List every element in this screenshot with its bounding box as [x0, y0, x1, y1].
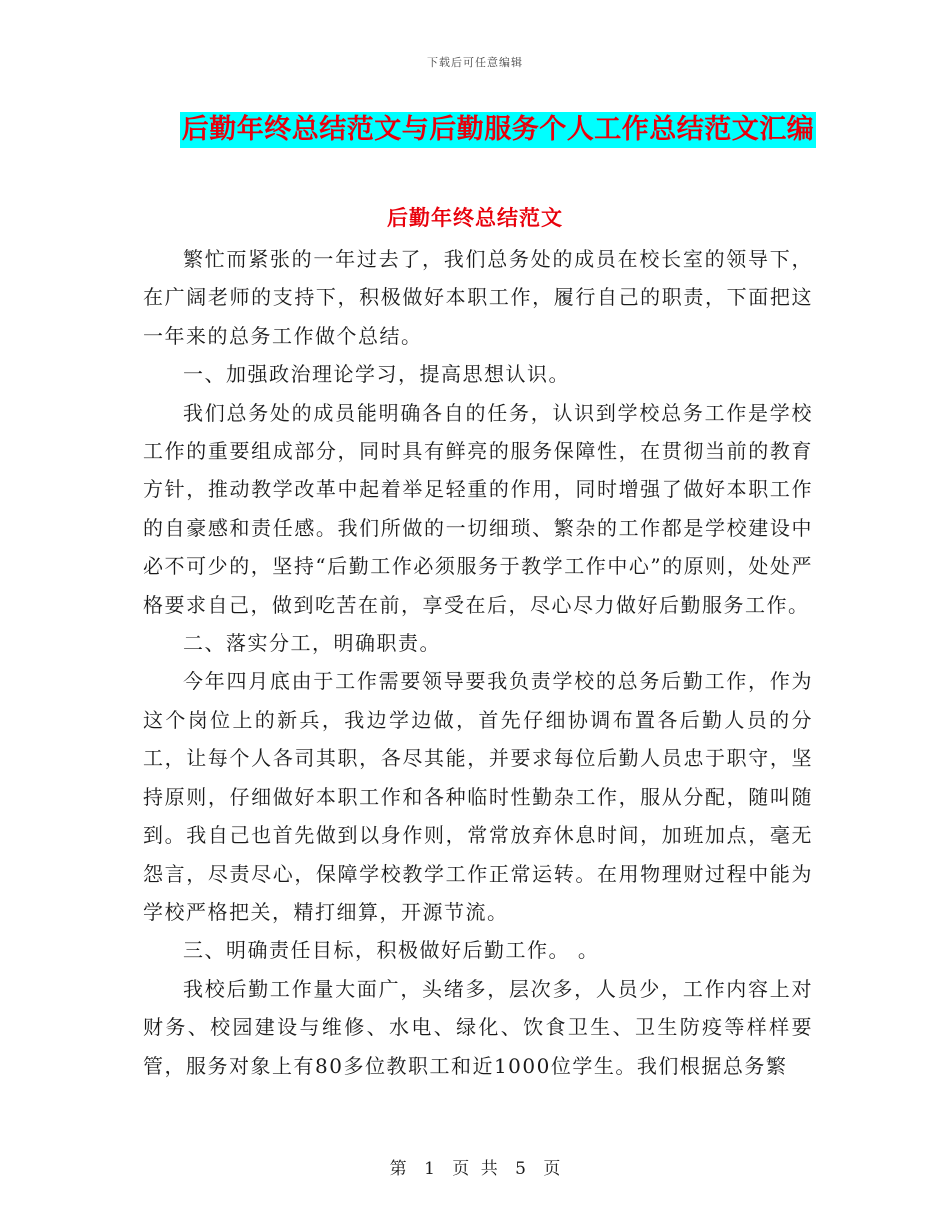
paragraph: 繁忙而紧张的一年过去了，我们总务处的成员在校长室的领导下，在广阔老师的支持下，积极做好本职工作，履行自己的职责，下面把这一年来的总务工作做个总结。	[143, 247, 813, 348]
document-body	[143, 240, 813, 1085]
section-title: 后勤年终总结范文	[387, 205, 563, 230]
paragraph: 我们总务处的成员能明确各自的任务，认识到学校总务工作是学校工作的重要组成部分，同时具有鲜亮的服务保障性，在贯彻当前的教育方针，推动教学改革中起着举足轻重的作用，同时增强了做好本职工作的自豪感和责任感。我们所做的一切细琐、繁杂的工作都是学校建设中必不可少的，坚持“后勤工作必须服务于教学工作中心”的原则，处处严格要求自己，做到吃苦在前，享受在后，尽心尽力做好后勤服务工作。	[143, 400, 813, 617]
footer-middle: 页 共	[452, 1159, 498, 1179]
section-heading: 一、加强政治理论学习，提高思想认识。	[183, 362, 570, 387]
paragraph: 今年四月底由于工作需要领导要我负责学校的总务后勤工作，作为这个岗位上的新兵，我边学边做，首先仔细协调布置各后勤人员的分工，让每个人各司其职，各尽其能，并要求每位后勤人员忠于职守，坚持原则，仔细做好本职工作和各种临时性勤杂工作，服从分配，随叫随到。我自己也首先做到以身作则，常常放弃休息时间，加班加点，毫无怨言，尽责尽心，保障学校教学工作正常运转。在用物理财过程中能为学校严格把关，精打细算，开源节流。	[143, 669, 813, 924]
paragraph: 我校后勤工作量大面广，头绪多，层次多，人员少，工作内容上对财务、校园建设与维修、水电、绿化、饮食卫生、卫生防疫等样样要管，服务对象上有80多位教职工和近1000位学生。我们根据总务繁	[143, 976, 813, 1078]
footer-prefix: 第	[389, 1159, 407, 1179]
footer-suffix: 页	[543, 1159, 561, 1179]
main-title: 后勤年终总结范文与后勤服务个人工作总结范文汇编	[180, 112, 817, 148]
main-title-wrapper	[0, 112, 950, 148]
footer-total-pages: 5	[515, 1159, 526, 1179]
footer-page-number: 1	[424, 1159, 435, 1179]
page-footer	[0, 1154, 950, 1179]
section-heading: 三、明确责任目标，积极做好后勤工作。 。	[183, 938, 600, 963]
section-heading: 二、落实分工，明确职责。	[183, 631, 441, 656]
header-note: 下载后可任意编辑	[427, 56, 523, 69]
